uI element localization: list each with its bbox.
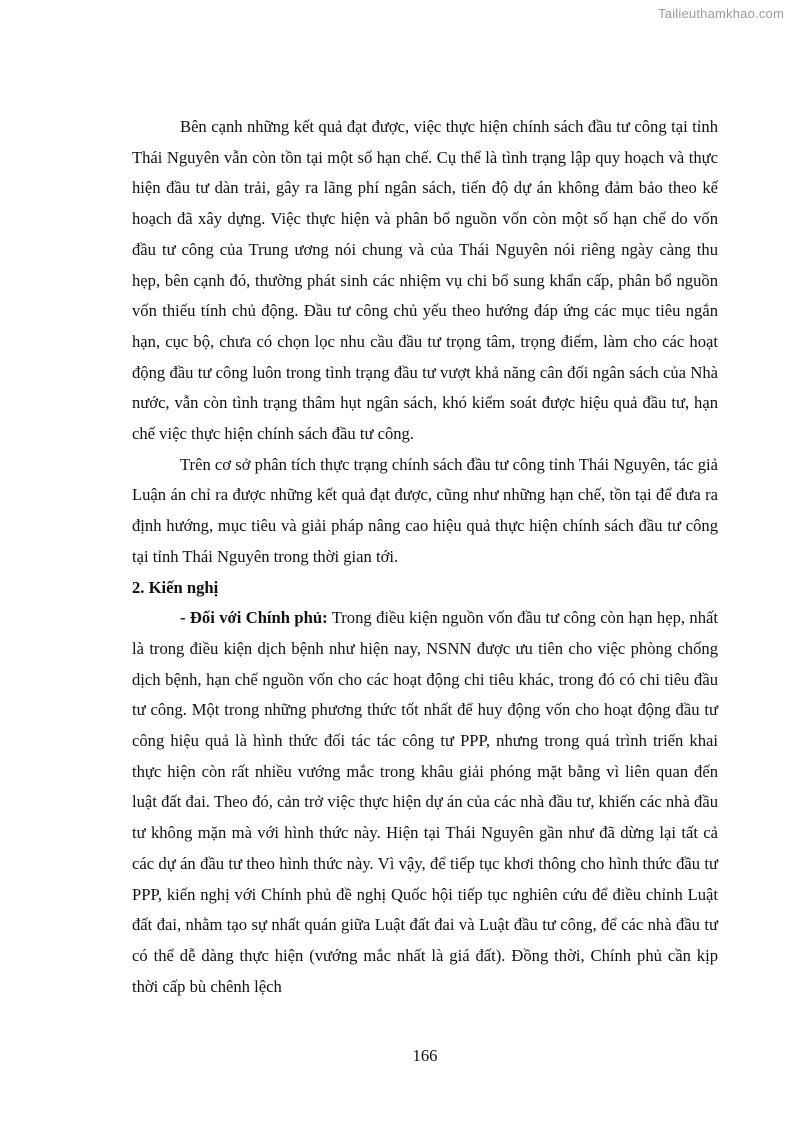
paragraph-analysis: Trên cơ sở phân tích thực trạng chính sách đầu tư công tỉnh Thái Nguyên, tác giả Luận án chỉ ra được những kết quả đạt được, cũng như những hạn chế, tồn tại để đưa ra định hướng, mục tiêu và giải pháp nâng cao hiệu quả thực hiện chính sách đầu tư công tại tỉnh Thái Nguyên trong thời gian tới. [132,454,718,566]
document-body [132,112,718,1002]
paragraph-recommendation [132,603,718,1002]
paragraph-limitations: Bên cạnh những kết quả đạt được, việc thực hiện chính sách đầu tư công tại tỉnh Thái Nguyên vẫn còn tồn tại một số hạn chế. Cụ thể là tình trạng lập quy hoạch và thực hiện đầu tư dàn trải, gây ra lãng phí ngân sách, tiến độ dự án không đảm bảo theo kế hoạch đã xây dựng. Việc thực hiện và phân bổ nguồn vốn còn một số hạn chế do vốn đầu tư công của Trung ương nói chung và của Thái Nguyên nói riêng ngày càng thu hẹp, bên cạnh đó, thường phát sinh các nhiệm vụ chi bổ sung khẩn cấp, phân bổ nguồn vốn thiếu tính chủ động. Đầu tư công chủ yếu theo hướng đáp ứng các mục tiêu ngắn hạn, cục bộ, chưa có chọn lọc nhu cầu đầu tư trọng tâm, trọng điểm, làm cho các hoạt động đầu tư công luôn trong tình trạng đầu tư vượt khả năng cân đối ngân sách của Nhà nước, vẫn còn tình trạng thâm hụt ngân sách, khó kiểm soát được hiệu quả đầu tư, hạn chế việc thực hiện chính sách đầu tư công. [132,117,718,444]
section-heading: 2. Kiến nghị [132,577,219,597]
recommendation-label: - Đối với Chính phủ: [180,608,328,628]
page-number: 166 [412,1046,438,1065]
watermark: Tailieuthamkhao.com [658,6,784,21]
recommendation-text: Trong điều kiện nguồn vốn đầu tư công còn hạn hẹp, nhất là trong điều kiện dịch bệnh như hiện nay, NSNN được ưu tiên cho việc phòng chống dịch bệnh, hạn chế nguồn vốn cho các hoạt động chi tiêu khác, trong đó có chi tiêu đầu tư công. Một trong những phương thức tốt nhất để huy động vốn cho hoạt động đầu tư công hiệu quả là hình thức đối tác tác công tư PPP, nhưng trong quá trình triển khai thực hiện còn rất nhiều vướng mắc trong khâu giải phóng mặt bằng vì liên quan đến luật đất đai. Theo đó, cản trở việc thực hiện dự án của các nhà đầu tư, khiến các nhà đầu tư không mặn mà với hình thức này. Hiện tại Thái Nguyên gần như đã dừng lại tất cả các dự án đầu tư theo hình thức này. Vì vậy, để tiếp tục khơi thông cho hình thức đầu tư PPP, kiến nghị với Chính phủ đề nghị Quốc hội tiếp tục nghiên cứu để điều chỉnh Luật đất đai, nhằm tạo sự nhất quán giữa Luật đất đai và Luật đầu tư công, để các nhà đầu tư có thể dễ dàng thực hiện (vướng mắc nhất là giá đất). Đồng thời, Chính phủ cần kịp thời cấp bù chênh lệch [132,608,718,996]
